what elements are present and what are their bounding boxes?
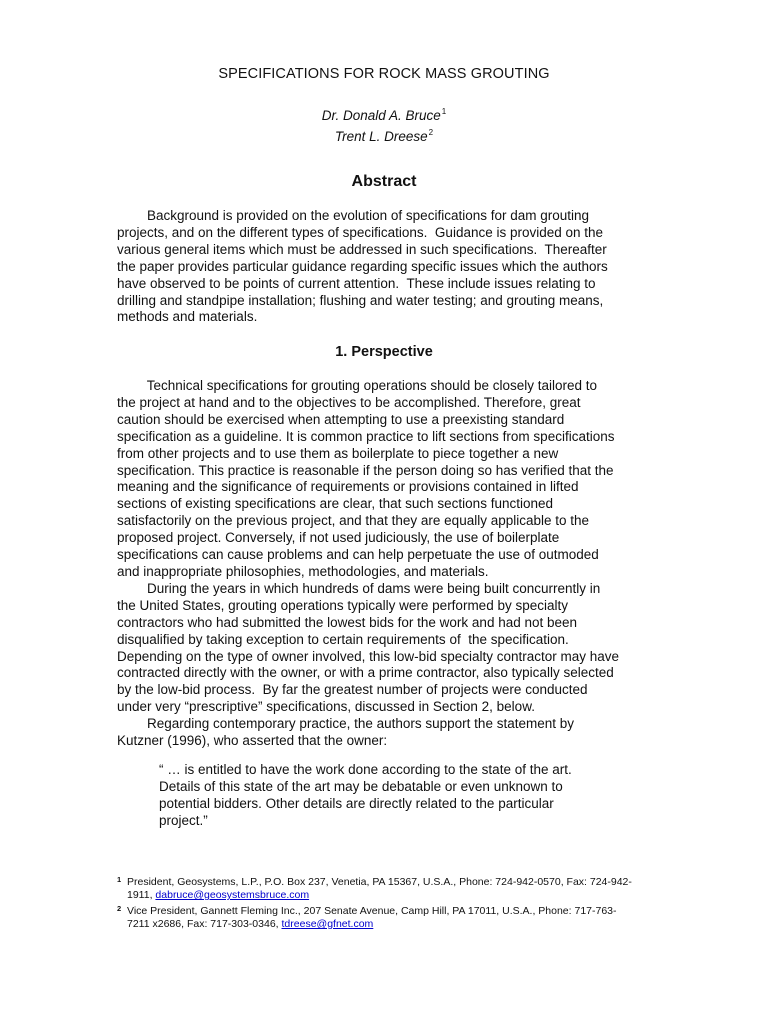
section-heading-perspective: 1. Perspective <box>335 344 433 360</box>
text-line: caution should be exercised when attempting to use a preexisting standard <box>117 411 565 427</box>
email-link[interactable]: tdreese@gfnet.com <box>281 918 374 930</box>
text-line: Depending on the type of owner involved, this low-bid specialty contractor may have <box>117 648 620 664</box>
text-line: the United States, grouting operations typically were performed by specialty <box>117 597 568 613</box>
text-line: disqualified by taking exception to certain requirements of the specification. <box>117 631 569 647</box>
text-line: project.” <box>159 812 208 828</box>
email-link[interactable]: dabruce@geosystemsbruce.com <box>155 889 310 901</box>
text-line: drilling and standpipe installation; flushing and water testing; and grouting means, <box>117 292 604 308</box>
text-line: by the low-bid process. By far the greatest number of projects were conducted <box>117 682 588 698</box>
author-name: Dr. Donald A. Bruce <box>321 108 441 123</box>
footnote-text-cont <box>127 918 651 931</box>
text-line: specifications can cause problems and can help perpetuate the use of outmoded <box>117 547 599 563</box>
text-line: Kutzner (1996), who asserted that the owner: <box>117 733 388 749</box>
abstract-paragraph <box>117 208 651 326</box>
footnote-text: Vice President, Gannett Fleming Inc., 207 Senate Avenue, Camp Hill, PA 17011, U.S.A., Phone: 717-763- <box>127 905 617 917</box>
text-line: meaning and the significance of requirements or provisions contained in lifted <box>117 479 579 495</box>
text-line: the paper provides particular guidance regarding specific issues which the authors <box>117 258 608 274</box>
text-line: Details of this state of the art may be debatable or even unknown to <box>159 778 563 794</box>
text-line: under very “prescriptive” specifications, discussed in Section 2, below. <box>117 699 535 715</box>
footnote <box>117 905 651 931</box>
text-line: methods and materials. <box>117 309 258 325</box>
text-line: have observed to be points of current attention. These include issues relating to <box>117 275 596 291</box>
text-line: specification. This practice is reasonable if the person doing so has verified that the <box>117 462 614 478</box>
footnote-text: President, Geosystems, L.P., P.O. Box 237, Venetia, PA 15367, U.S.A., Phone: 724-942-0570, Fax: 724-942- <box>127 876 632 888</box>
footnote-ref: 2 <box>428 128 434 137</box>
abstract-heading: Abstract <box>351 173 417 190</box>
text-line: the project at hand and to the objectives to be accomplished. Therefore, great <box>117 394 581 410</box>
author-block <box>0 103 768 145</box>
author-line <box>0 124 768 145</box>
text-line: projects, and on the different types of specifications. Guidance is provided on the <box>117 224 604 240</box>
author-line <box>0 103 768 124</box>
text-line: Background is provided on the evolution of specifications for dam grouting <box>117 208 590 223</box>
footnote-text: 7211 x2686, Fax: 717-303-0346, <box>127 918 282 930</box>
author-name: Trent L. Dreese <box>334 129 428 144</box>
text-line: from other projects and to use them as boilerplate to piece together a new <box>117 445 559 461</box>
text-line: During the years in which hundreds of dams were being built concurrently in <box>117 580 601 596</box>
text-line: potential bidders. Other details are directly related to the particular <box>159 795 554 811</box>
footnote-text: 1911, <box>127 889 156 901</box>
footnotes <box>117 876 651 934</box>
footnote-marker: 2 <box>117 904 122 913</box>
text-line: proposed project. Conversely, if not used judiciously, the use of boilerplate <box>117 530 560 546</box>
text-line: contractors who had submitted the lowest bids for the work and had not been <box>117 614 578 630</box>
text-line: “ … is entitled to have the work done according to the state of the art. <box>159 762 572 777</box>
text-line: specification as a guideline. It is common practice to lift sections from specifications <box>117 428 615 444</box>
footnote-marker: 1 <box>117 875 122 884</box>
text-line: various general items which must be addressed in such specifications. Thereafter <box>117 241 607 257</box>
text-line: and inappropriate philosophies, methodologies, and materials. <box>117 563 489 579</box>
block-quote <box>159 762 599 830</box>
perspective-body <box>117 378 651 750</box>
text-line: sections of existing specifications are clear, that such sections functioned <box>117 496 553 512</box>
text-line: satisfactorily on the previous project, and that they are equally applicable to the <box>117 513 590 529</box>
footnote-text-cont <box>127 889 651 902</box>
footnote-ref: 1 <box>441 107 447 116</box>
text-line: Technical specifications for grouting operations should be closely tailored to <box>117 378 598 393</box>
footnote <box>117 876 651 902</box>
text-line: contracted directly with the owner, or with a prime contractor, also typically selected <box>117 665 614 681</box>
text-line: Regarding contemporary practice, the authors support the statement by <box>117 716 574 732</box>
paper-title: SPECIFICATIONS FOR ROCK MASS GROUTING <box>218 66 550 82</box>
